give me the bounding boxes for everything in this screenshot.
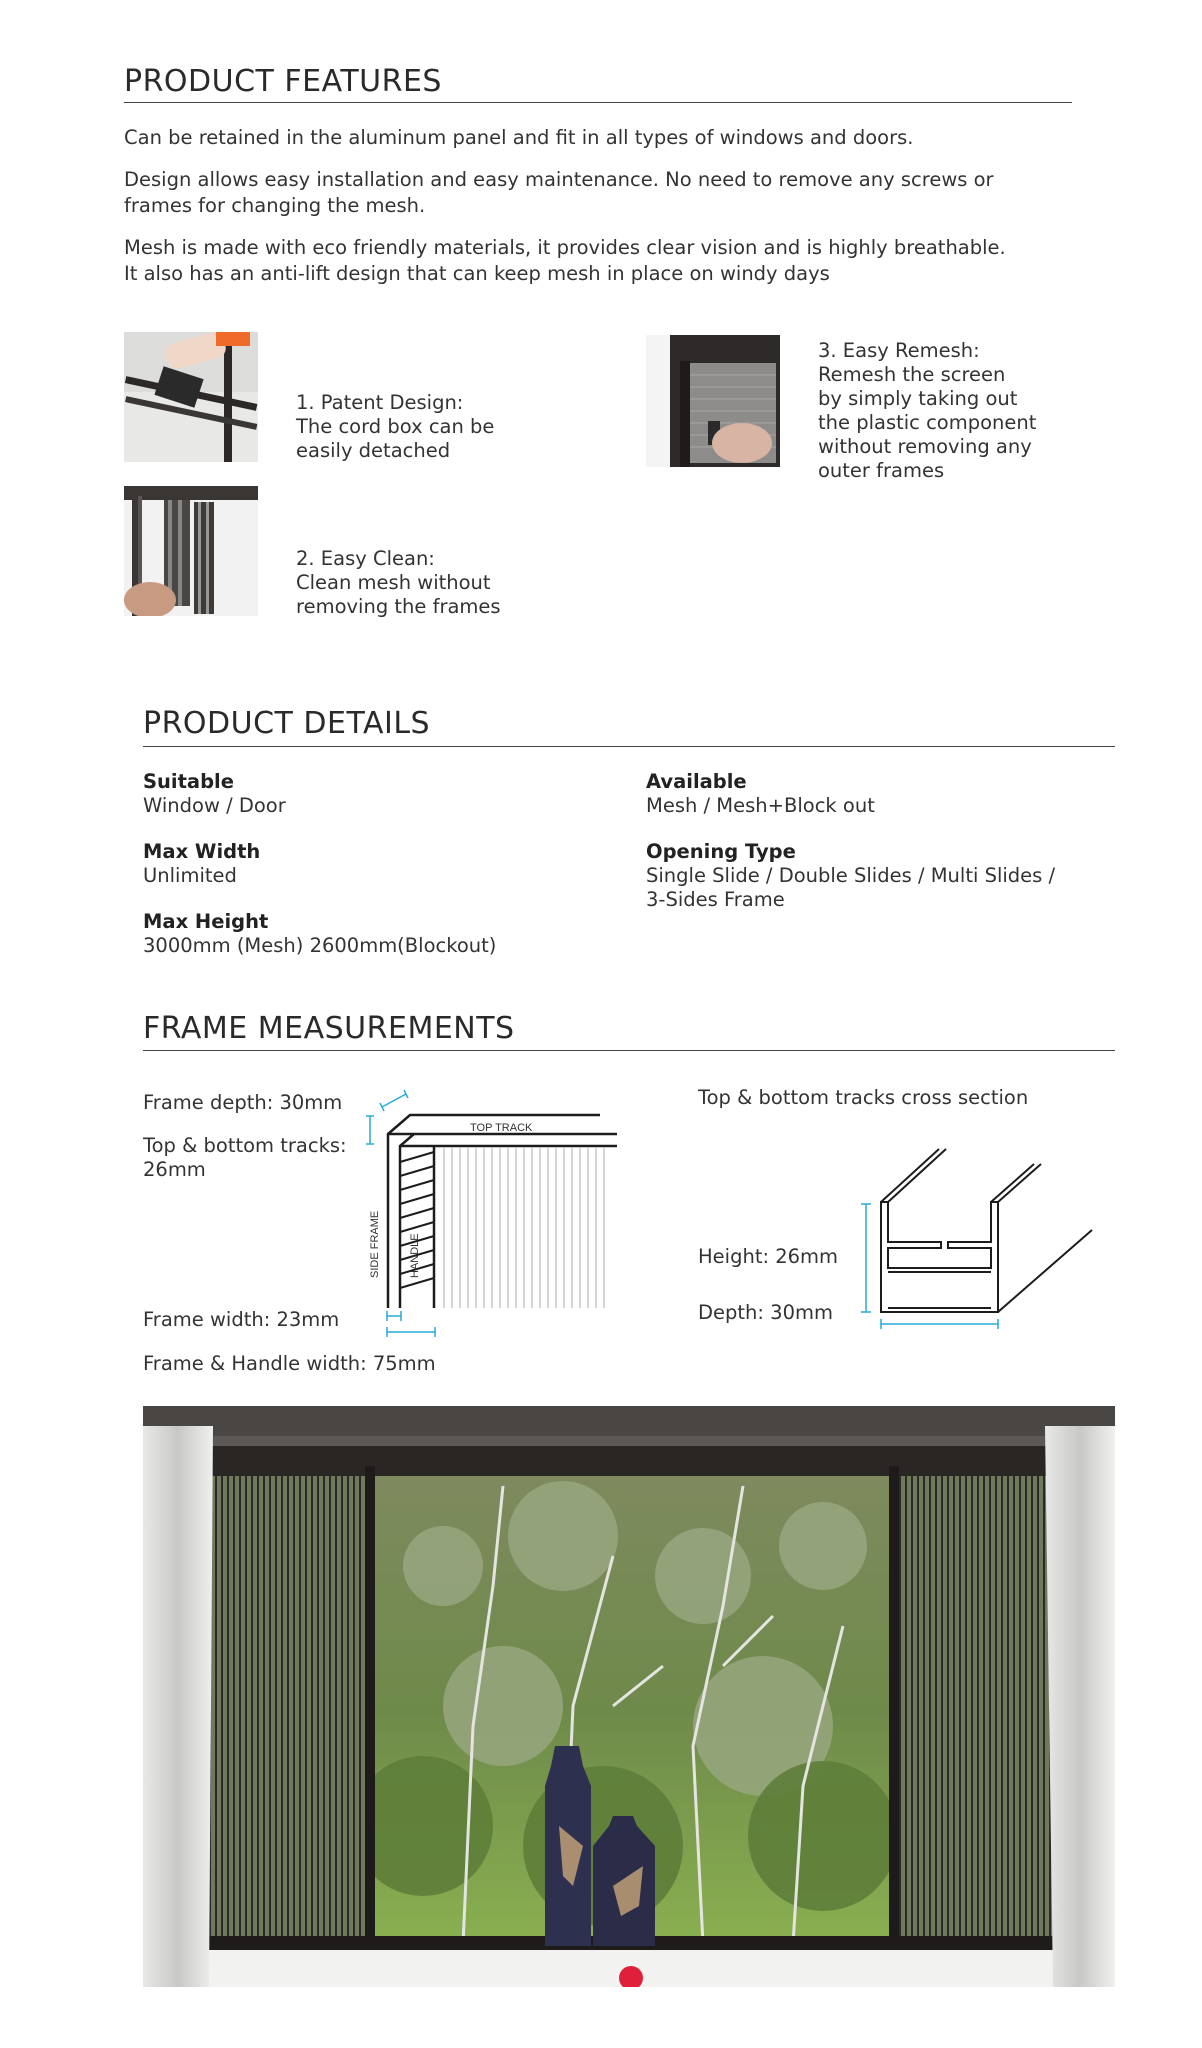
- feature-text: without removing any: [818, 435, 1032, 458]
- feature-text: easily detached: [296, 439, 451, 462]
- detail-value: Single Slide / Double Slides / Multi Slides /: [646, 864, 1056, 887]
- feature-title: 1. Patent Design:: [296, 391, 464, 414]
- handle-label: HANDLE: [409, 1233, 421, 1278]
- feature-paragraph: Can be retained in the aluminum panel and fit in all types of windows and doors.: [124, 126, 914, 149]
- heading-divider: [143, 1050, 1115, 1051]
- top-track-label: TOP TRACK: [470, 1122, 533, 1134]
- detail-label: Suitable: [143, 770, 234, 793]
- detail-value: Mesh / Mesh+Block out: [646, 794, 875, 817]
- track-depth-text: Depth: 30mm: [698, 1301, 833, 1324]
- feature-text: The cord box can be: [296, 415, 495, 438]
- feature-text: the plastic component: [818, 411, 1037, 434]
- detail-max-width: [143, 840, 260, 888]
- detail-opening-type: [646, 840, 1055, 912]
- detail-label: Opening Type: [646, 840, 796, 863]
- feature-text: Clean mesh without: [296, 571, 491, 594]
- feature-patent-design: [296, 391, 494, 463]
- detail-value: Unlimited: [143, 864, 237, 887]
- tracks-text: [143, 1134, 347, 1182]
- feature-easy-remesh: [818, 339, 1036, 483]
- cross-section-title: Top & bottom tracks cross section: [698, 1086, 1029, 1109]
- detail-label: Max Width: [143, 840, 261, 863]
- side-frame-label: SIDE FRAME: [369, 1210, 381, 1278]
- frame-width-text: Frame width: 23mm: [143, 1308, 340, 1331]
- feature-paragraph: [124, 235, 1104, 287]
- heading-divider: [124, 102, 1072, 103]
- frame-corner-diagram: [360, 1082, 622, 1342]
- track-height-text: Height: 26mm: [698, 1245, 839, 1268]
- product-details-heading: PRODUCT DETAILS: [143, 706, 431, 741]
- feature-easy-clean: [296, 547, 501, 619]
- feature-text: Remesh the screen: [818, 363, 1006, 386]
- detail-available: [646, 770, 875, 818]
- window-installation-photo: [143, 1406, 1115, 1987]
- feature-title: 2. Easy Clean:: [296, 547, 435, 570]
- detail-label: Max Height: [143, 910, 269, 933]
- detail-value: Window / Door: [143, 794, 286, 817]
- feature-text: by simply taking out: [818, 387, 1018, 410]
- product-features-heading: PRODUCT FEATURES: [124, 64, 442, 99]
- paragraph-line: Design allows easy installation and easy maintenance. No need to remove any screws or: [124, 168, 994, 191]
- feature-text: outer frames: [818, 459, 945, 482]
- detail-suitable: [143, 770, 286, 818]
- heading-divider: [143, 746, 1115, 747]
- paragraph-line: frames for changing the mesh.: [124, 194, 426, 217]
- feature-paragraph: [124, 167, 1084, 219]
- frame-handle-width-text: Frame & Handle width: 75mm: [143, 1352, 436, 1375]
- detail-value: 3000mm (Mesh) 2600mm(Blockout): [143, 934, 497, 957]
- patent-design-photo: [124, 332, 258, 462]
- paragraph-line: Mesh is made with eco friendly materials, it provides clear vision and is highly breathable.: [124, 236, 1006, 259]
- easy-remesh-photo: [646, 335, 780, 467]
- paragraph-line: It also has an anti-lift design that can keep mesh in place on windy days: [124, 262, 830, 285]
- frame-measurements-heading: FRAME MEASUREMENTS: [143, 1011, 515, 1046]
- tracks-line: Top & bottom tracks:: [143, 1134, 347, 1157]
- detail-max-height: [143, 910, 496, 958]
- detail-label: Available: [646, 770, 747, 793]
- feature-text: removing the frames: [296, 595, 501, 618]
- detail-value: 3-Sides Frame: [646, 888, 785, 911]
- tracks-line: 26mm: [143, 1158, 206, 1181]
- feature-title: 3. Easy Remesh:: [818, 339, 980, 362]
- frame-depth-text: Frame depth: 30mm: [143, 1091, 343, 1114]
- track-cross-section-diagram: [856, 1144, 1096, 1334]
- easy-clean-photo: [124, 486, 258, 616]
